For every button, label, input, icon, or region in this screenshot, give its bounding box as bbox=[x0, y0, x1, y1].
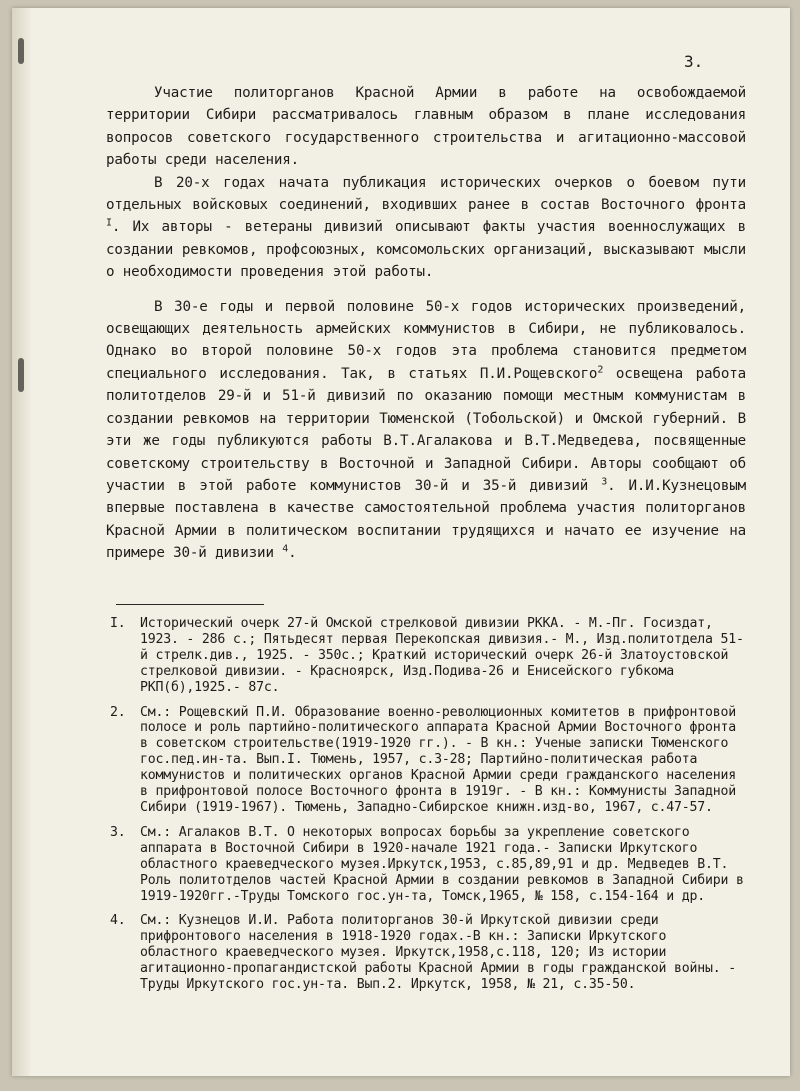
paragraph-text: освещена работа политотделов 29-й и 51-й дивизий по оказанию помощи местным коммунистам в создании ревкомов на территории Тюменской (Тобольской) и Омской губерний. В эти же годы публикуются работы В.Т.Агалакова и В.Т.Медведева, посвященные советскому строительству в Восточной и Западной Сибири. Авторы сообщают об участии в этой работе коммунистов 30-й и 35-й дивизий bbox=[106, 365, 747, 494]
binding-mark bbox=[18, 358, 24, 392]
paragraph-text: . И.И.Кузнецовым впервые поставлена в качестве самостоятельной проблема участия политорганов Красной Армии в политическом воспитании трудящихся и начато ее изучение на примере 30-й дивизии bbox=[106, 477, 746, 562]
footnote-number: 2. bbox=[110, 704, 126, 720]
footnote-ref: 3 bbox=[601, 476, 608, 488]
footnote bbox=[110, 913, 750, 993]
footnote bbox=[110, 825, 750, 905]
footnote bbox=[110, 705, 750, 816]
footnote-ref: 2 bbox=[597, 364, 604, 376]
page-number: 3. bbox=[684, 52, 704, 71]
footnote-text: См.: Агалаков В.Т. О некоторых вопросах борьбы за укрепление советского аппарата в Восточной Сибири в 1920-начале 1921 года.- Записки Иркутского областного краеведческого музея.Иркутск,1953, с.85,89,91 и др. Медведев В.Т. Роль политотделов частей Красной Армии в создании ревкомов в Западной Сибири в 1919-1920гг.-Труды Томского гос.ун-та, Томск,1965, № 158, с.154-164 и др. bbox=[140, 824, 744, 904]
footnote-ref: 4 bbox=[282, 543, 289, 555]
paragraph-text: . bbox=[288, 545, 297, 562]
paragraph-text: В 20-х годах начата публикация исторических очерков о боевом пути отдельных войсковых соединений, входивших ранее в состав Восточного фронта bbox=[106, 174, 746, 214]
paragraph bbox=[106, 172, 746, 284]
footnote-text: См.: Кузнецов И.И. Работа политорганов 30-й Иркутской дивизии среди прифронтового населения в 1918-1920 годах.-В кн.: Записки Иркутского областного краеведческого музея. Иркутск,1958,с.118, 120; Из истории агитационно-пропагандистской работы Красной Армии в годы гражданской войны. - Труды Иркутского гос.ун-та. Вып.2. Иркутск, 1958, № 21, с.35-50. bbox=[140, 913, 736, 993]
paragraph bbox=[106, 296, 746, 565]
paragraph-text: . Их авторы - ветераны дивизий описывают факты участия военнослужащих в создании ревкомов, профсоюзных, комсомольских организаций, высказывают мысли о необходимости проведения этой работы. bbox=[106, 219, 746, 281]
footnote-number: I. bbox=[110, 616, 126, 631]
paragraph-text: Участие политорганов Красной Армии в работе на освобождаемой территории Сибири рассматривалось главным образом в плане исследования вопросов советского государственного строительства и агитационно-массовой работы среди населения. bbox=[106, 85, 746, 169]
footnote-ref: I bbox=[106, 217, 112, 229]
paragraph bbox=[106, 82, 746, 172]
footnotes bbox=[110, 616, 750, 1002]
footnote bbox=[110, 616, 750, 696]
binding-edge bbox=[12, 8, 30, 1076]
footnote-text: См.: Рощевский П.И. Образование военно-революционных комитетов в прифронтовой полосе и роль партийно-политического аппарата Красной Армии Восточного фронта в советском строительстве(1919-1920 гг.). - В кн.: Ученые записки Тюменского гос.пед.ин-та. Вып.I. Тюмень, 1957, с.3-28; Партийно-политическая работа коммунистов и политических органов Красной Армии среди гражданского населения в прифронтовой полосе Восточного фронта в 1919г. - В кн.: Коммунисты Западной Сибири (1919-1967). Тюмень, Западно-Сибирское книжн.изд-во, 1967, с.47-57. bbox=[140, 704, 736, 815]
footnote-number: 4. bbox=[110, 913, 126, 929]
footnote-number: 3. bbox=[110, 824, 126, 840]
footnote-text: Исторический очерк 27-й Омской стрелковой дивизии РККА. - М.-Пг. Госиздат, 1923. - 286 с.; Пятьдесят первая Перекопская дивизия.- М., Изд.политотдела 51-й стрелк.див., 1925. - 350с.; Краткий исторический очерк 26-й Златоустовской стрелковой дивизии. - Красноярск, Изд.Подива-26 и Енисейского губкома РКП(б),1925.- 87с. bbox=[140, 616, 744, 695]
paragraph-text: В 30-е годы и первой половине 50-х годов исторических произведений, освещающих деятельность армейских коммунистов в Сибири, не публиковалось. Однако во второй половине 50-х годов эта проблема становится предметом специального исследования. Так, в статьях П.И.Рощевского bbox=[106, 298, 746, 382]
binding-mark bbox=[18, 38, 24, 64]
footnote-divider bbox=[116, 604, 264, 605]
main-text bbox=[106, 82, 746, 565]
